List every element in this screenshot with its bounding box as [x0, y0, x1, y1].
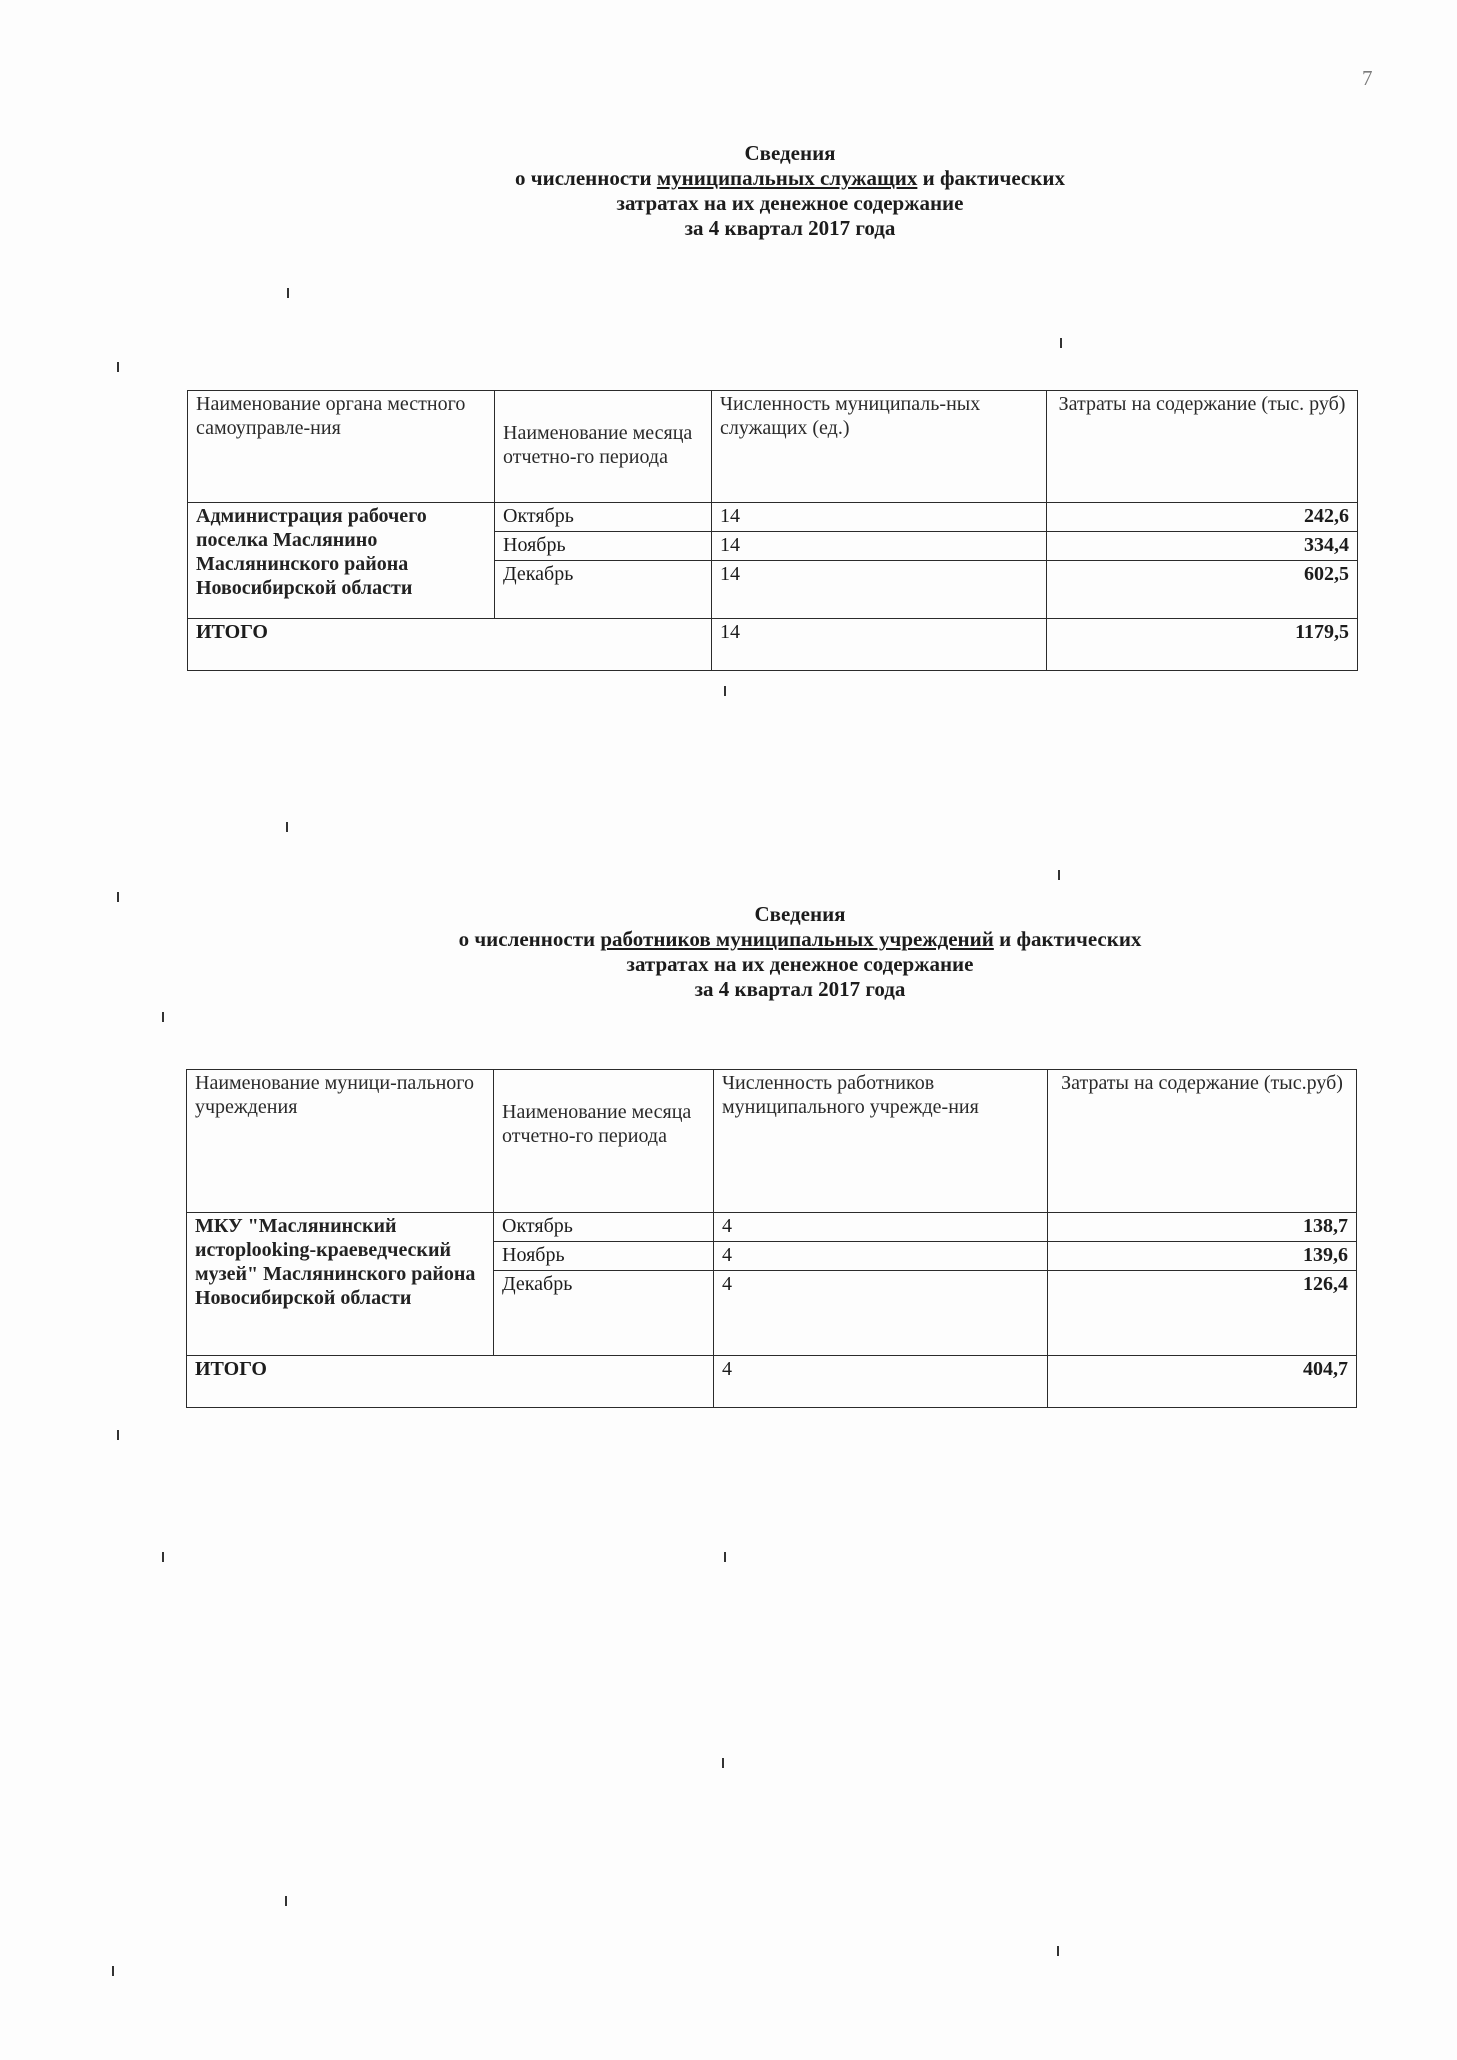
table-header-row: [187, 1070, 1357, 1213]
total-label: ИТОГО: [188, 619, 712, 671]
section1-period: за 4 квартал 2017 года: [684, 216, 896, 240]
section2-subtitle-line1: о численности работников муниципальных учреждений и фактических: [458, 927, 1142, 951]
scan-speck: [722, 1758, 724, 1768]
header-month: Наименование месяца отчетно-го периода: [494, 1070, 714, 1213]
count-cell: 14: [712, 503, 1047, 532]
month-cell: Ноябрь: [495, 532, 712, 561]
section2-heading: [380, 902, 1220, 1002]
scan-speck: [724, 1552, 726, 1562]
scan-speck: [112, 1966, 114, 1976]
header-count: Численность муниципаль-ных служащих (ед.): [712, 391, 1047, 503]
total-count: 14: [712, 619, 1047, 671]
cost-cell: 126,4: [1048, 1271, 1357, 1356]
header-count: Численность работников муниципального учрежде-ния: [714, 1070, 1048, 1213]
scan-speck: [117, 1430, 119, 1440]
month-cell: Октябрь: [494, 1213, 714, 1242]
civil-servants-table: [187, 390, 1358, 671]
table-header-row: [188, 391, 1358, 503]
scan-speck: [287, 288, 289, 298]
scan-speck: [285, 1896, 287, 1906]
total-count: 4: [714, 1356, 1048, 1408]
scan-speck: [162, 1552, 164, 1562]
header-month: Наименование месяца отчетно-го периода: [495, 391, 712, 503]
total-label: ИТОГО: [187, 1356, 714, 1408]
total-cost: 404,7: [1048, 1356, 1357, 1408]
total-row: [188, 619, 1358, 671]
count-cell: 4: [714, 1271, 1048, 1356]
section1-heading: [370, 141, 1210, 241]
scan-speck: [162, 1012, 164, 1022]
cost-cell: 242,6: [1047, 503, 1358, 532]
section2-subtitle-line2: затратах на их денежное содержание: [626, 952, 974, 976]
table-row: [187, 1213, 1357, 1242]
cost-cell: 334,4: [1047, 532, 1358, 561]
scan-speck: [1058, 870, 1060, 880]
count-cell: 14: [712, 561, 1047, 619]
section1-subtitle-line1: о численности муниципальных служащих и фактических: [515, 166, 1065, 190]
header-costs: Затраты на содержание (тыс.руб): [1048, 1070, 1357, 1213]
section2-period: за 4 квартал 2017 года: [694, 977, 906, 1001]
section1-subtitle-line2: затратах на их денежное содержание: [616, 191, 964, 215]
count-cell: 14: [712, 532, 1047, 561]
month-cell: Декабрь: [495, 561, 712, 619]
total-cost: 1179,5: [1047, 619, 1358, 671]
cost-cell: 138,7: [1048, 1213, 1357, 1242]
total-row: [187, 1356, 1357, 1408]
cost-cell: 602,5: [1047, 561, 1358, 619]
header-organ: Наименование муници-пального учреждения: [187, 1070, 494, 1213]
scan-speck: [117, 362, 119, 372]
section1-title: Сведения: [744, 141, 836, 165]
organ-name: Администрация рабочего поселка Маслянино Маслянинского района Новосибирской области: [188, 503, 495, 619]
scan-speck: [724, 686, 726, 696]
count-cell: 4: [714, 1242, 1048, 1271]
header-costs: Затраты на содержание (тыс. руб): [1047, 391, 1358, 503]
organ-name: МКУ "Маслянинский исторlooking-краеведческий музей" Маслянинского района Новосибирской области: [187, 1213, 494, 1356]
scan-speck: [286, 822, 288, 832]
cost-cell: 139,6: [1048, 1242, 1357, 1271]
scan-speck: [1057, 1946, 1059, 1956]
header-organ: Наименование органа местного самоуправле-ния: [188, 391, 495, 503]
month-cell: Ноябрь: [494, 1242, 714, 1271]
table-row: [188, 503, 1358, 532]
month-cell: Октябрь: [495, 503, 712, 532]
scan-speck: [117, 892, 119, 902]
section2-title: Сведения: [754, 902, 846, 926]
month-cell: Декабрь: [494, 1271, 714, 1356]
count-cell: 4: [714, 1213, 1048, 1242]
institution-workers-table: [186, 1069, 1357, 1408]
page-number: 7: [1362, 66, 1373, 90]
scan-speck: [1060, 338, 1062, 348]
